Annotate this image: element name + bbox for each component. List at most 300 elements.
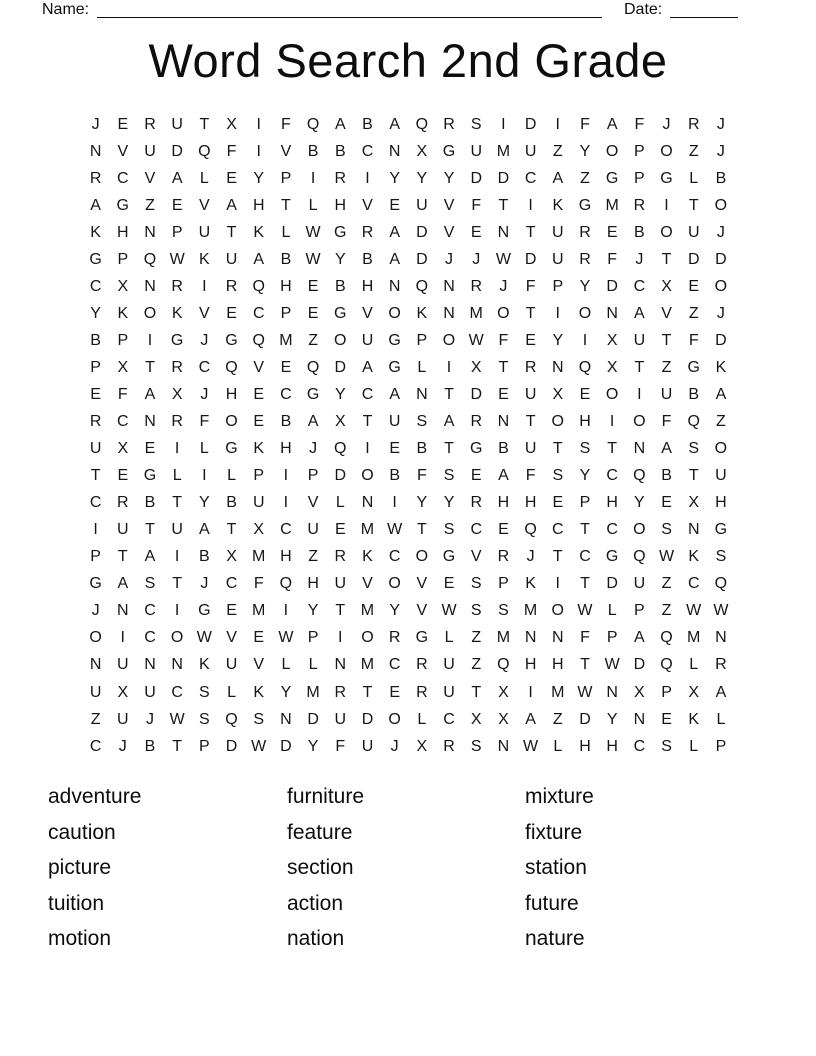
grid-cell: O bbox=[551, 602, 564, 620]
grid-cell: N bbox=[171, 656, 183, 674]
grid-cell: U bbox=[117, 656, 129, 674]
grid-cell: O bbox=[633, 413, 646, 431]
grid-cell: P bbox=[552, 277, 564, 295]
grid-cell: Q bbox=[524, 521, 537, 539]
grid-cell: E bbox=[661, 494, 672, 512]
grid-cell: Y bbox=[416, 169, 428, 187]
grid-cell: J bbox=[118, 737, 127, 755]
grid-cell: N bbox=[280, 710, 292, 728]
grid-cell: K bbox=[688, 548, 700, 566]
grid-cell: U bbox=[334, 575, 347, 593]
grid-cell: X bbox=[226, 548, 237, 566]
grid-cell: A bbox=[144, 548, 156, 566]
grid-cell: Z bbox=[308, 331, 318, 349]
grid-cell: F bbox=[416, 467, 427, 485]
grid-cell: S bbox=[416, 413, 428, 431]
grid-cell: T bbox=[661, 250, 672, 268]
word-column-3 bbox=[525, 779, 594, 957]
grid-cell: N bbox=[633, 710, 646, 728]
grid-cell: J bbox=[716, 223, 725, 241]
grid-cell: S bbox=[470, 575, 482, 593]
grid-cell: C bbox=[388, 548, 401, 566]
grid-cell: T bbox=[226, 521, 237, 539]
grid-cell: Y bbox=[389, 169, 400, 187]
grid-cell: I bbox=[446, 358, 452, 376]
grid-cell: Z bbox=[716, 413, 726, 431]
grid-cell: N bbox=[144, 277, 156, 295]
grid-cell: R bbox=[443, 115, 455, 133]
grid-cell: I bbox=[582, 331, 588, 349]
word-item: furniture bbox=[287, 785, 365, 808]
grid-cell: G bbox=[687, 358, 700, 376]
grid-cell: J bbox=[499, 277, 508, 295]
grid-cell: X bbox=[226, 115, 237, 133]
grid-cell: Q bbox=[306, 115, 320, 133]
grid-cell: F bbox=[634, 115, 645, 133]
grid-cell: K bbox=[688, 710, 700, 728]
grid-cell: I bbox=[202, 277, 207, 295]
grid-cell: A bbox=[389, 385, 400, 403]
grid-cell: B bbox=[362, 115, 373, 133]
grid-cell: L bbox=[689, 169, 699, 187]
grid-cell: F bbox=[525, 277, 536, 295]
grid-cell: A bbox=[144, 385, 156, 403]
grid-cell: B bbox=[90, 331, 101, 349]
grid-cell: K bbox=[117, 304, 129, 322]
grid-cell: B bbox=[634, 223, 645, 241]
grid-cell: P bbox=[117, 331, 129, 349]
grid-cell: X bbox=[171, 385, 183, 403]
grid-cell: E bbox=[171, 196, 183, 214]
grid-cell: Y bbox=[579, 277, 591, 295]
grid-cell: N bbox=[633, 440, 646, 458]
word-item: nature bbox=[525, 927, 585, 951]
grid-cell: Q bbox=[143, 250, 157, 268]
grid-cell: X bbox=[117, 358, 129, 376]
grid-cell: W bbox=[686, 602, 702, 620]
grid-cell: S bbox=[688, 440, 700, 458]
grid-cell: U bbox=[117, 521, 129, 539]
grid-cell: W bbox=[251, 737, 267, 755]
grid-cell: Q bbox=[633, 548, 646, 566]
grid-cell: V bbox=[416, 602, 428, 620]
grid-cell: G bbox=[469, 440, 483, 458]
grid-cell: E bbox=[389, 196, 400, 214]
grid-cell: N bbox=[524, 629, 537, 647]
grid-cell: E bbox=[498, 385, 509, 403]
grid-cell: O bbox=[605, 142, 619, 160]
grid-cell: C bbox=[552, 521, 564, 539]
grid-cell: U bbox=[687, 223, 700, 241]
grid-cell: T bbox=[117, 548, 128, 566]
grid-cell: C bbox=[225, 575, 238, 593]
grid-cell: Q bbox=[660, 629, 673, 647]
grid-cell: N bbox=[144, 656, 156, 674]
word-item: feature bbox=[287, 820, 353, 844]
grid-cell: L bbox=[607, 602, 617, 620]
grid-cell: F bbox=[117, 385, 128, 403]
grid-cell: G bbox=[198, 602, 211, 620]
word-item: future bbox=[525, 891, 579, 915]
grid-cell: Y bbox=[443, 494, 455, 512]
grid-cell: T bbox=[471, 683, 482, 701]
grid-cell: Q bbox=[279, 575, 293, 593]
grid-cell: O bbox=[714, 277, 728, 295]
grid-cell: C bbox=[470, 521, 482, 539]
grid-cell: T bbox=[444, 385, 454, 403]
grid-cell: N bbox=[606, 683, 618, 701]
grid-cell: Z bbox=[688, 304, 699, 322]
grid-cell: A bbox=[634, 629, 645, 647]
grid-cell: W bbox=[604, 656, 620, 674]
grid-cell: T bbox=[498, 196, 509, 214]
grid-cell: V bbox=[280, 142, 292, 160]
grid-cell: Y bbox=[334, 385, 346, 403]
grid-cell: I bbox=[202, 467, 207, 485]
grid-cell: U bbox=[633, 575, 646, 593]
grid-cell: B bbox=[334, 277, 346, 295]
grid-cell: H bbox=[579, 737, 591, 755]
grid-cell: Y bbox=[253, 169, 265, 187]
grid-cell: G bbox=[605, 548, 619, 566]
grid-cell: O bbox=[388, 575, 401, 593]
grid-cell: E bbox=[117, 115, 129, 133]
grid-cell: L bbox=[227, 467, 236, 485]
grid-cell: U bbox=[89, 440, 102, 458]
grid-cell: A bbox=[253, 250, 265, 268]
grid-cell: A bbox=[552, 169, 564, 187]
grid-cell: C bbox=[388, 656, 401, 674]
grid-cell: Q bbox=[660, 656, 673, 674]
grid-cell: P bbox=[307, 629, 319, 647]
grid-cell: C bbox=[89, 494, 102, 512]
grid-cell: R bbox=[89, 413, 102, 431]
grid-cell: O bbox=[578, 304, 592, 322]
grid-cell: J bbox=[309, 440, 318, 458]
grid-cell: G bbox=[143, 467, 157, 485]
grid-cell: U bbox=[144, 142, 156, 160]
grid-cell: D bbox=[606, 575, 618, 593]
grid-cell: O bbox=[497, 304, 510, 322]
grid-cell: B bbox=[334, 142, 346, 160]
grid-cell: D bbox=[361, 710, 374, 728]
grid-cell: C bbox=[144, 629, 156, 647]
grid-cell: N bbox=[443, 304, 455, 322]
grid-cell: A bbox=[443, 413, 455, 431]
grid-cell: U bbox=[660, 385, 673, 403]
grid-cell: J bbox=[145, 710, 154, 728]
grid-cell: X bbox=[470, 358, 482, 376]
grid-cell: Q bbox=[252, 331, 265, 349]
grid-cell: S bbox=[144, 575, 156, 593]
grid-cell: N bbox=[89, 656, 102, 674]
grid-cell: L bbox=[689, 656, 699, 674]
grid-cell: X bbox=[470, 710, 482, 728]
grid-cell: S bbox=[715, 548, 727, 566]
grid-cell: I bbox=[637, 385, 642, 403]
grid-cell: J bbox=[662, 115, 671, 133]
grid-cell: Q bbox=[225, 710, 238, 728]
grid-cell: B bbox=[307, 142, 319, 160]
grid-cell: Q bbox=[714, 575, 728, 593]
grid-cell: S bbox=[443, 467, 455, 485]
grid-cell: B bbox=[688, 385, 700, 403]
name-label: Name: bbox=[42, 1, 90, 18]
grid-cell: D bbox=[280, 737, 292, 755]
grid-cell: B bbox=[389, 467, 400, 485]
word-item: fixture bbox=[525, 820, 583, 844]
grid-cell: I bbox=[174, 440, 180, 458]
grid-cell: D bbox=[225, 737, 238, 755]
grid-cell: H bbox=[280, 548, 292, 566]
grid-cell: E bbox=[443, 575, 455, 593]
grid-cell: U bbox=[443, 683, 455, 701]
grid-cell: T bbox=[172, 737, 183, 755]
grid-cell: R bbox=[416, 683, 428, 701]
grid-cell: U bbox=[416, 196, 428, 214]
grid-cell: G bbox=[334, 304, 347, 322]
grid-cell: T bbox=[498, 358, 509, 376]
grid-cell: I bbox=[283, 467, 289, 485]
grid-cell: Z bbox=[145, 196, 155, 214]
grid-cell: R bbox=[687, 115, 700, 133]
grid-cell: F bbox=[226, 142, 237, 160]
grid-cell: E bbox=[498, 521, 509, 539]
grid-cell: M bbox=[605, 196, 619, 214]
grid-cell: E bbox=[470, 223, 482, 241]
grid-cell: I bbox=[664, 196, 669, 214]
grid-cell: S bbox=[470, 602, 482, 620]
grid-cell: G bbox=[714, 521, 728, 539]
grid-cell: R bbox=[334, 169, 347, 187]
grid-cell: P bbox=[171, 223, 183, 241]
grid-cell: R bbox=[633, 196, 646, 214]
grid-cell: R bbox=[470, 413, 482, 431]
grid-cell: R bbox=[171, 413, 183, 431]
date-label: Date: bbox=[624, 1, 663, 18]
grid-cell: H bbox=[715, 494, 727, 512]
grid-cell: L bbox=[199, 169, 209, 187]
grid-cell: D bbox=[524, 250, 537, 268]
grid-cell: U bbox=[361, 331, 374, 349]
grid-cell: T bbox=[580, 575, 590, 593]
word-item: caution bbox=[48, 820, 116, 844]
grid-cell: C bbox=[280, 521, 292, 539]
grid-cell: L bbox=[444, 629, 454, 647]
grid-cell: W bbox=[305, 250, 321, 268]
grid-cell: W bbox=[169, 250, 185, 268]
grid-cell: Z bbox=[580, 169, 590, 187]
grid-cell: T bbox=[362, 413, 373, 431]
word-grid bbox=[82, 111, 735, 760]
grid-cell: D bbox=[171, 142, 183, 160]
grid-cell: V bbox=[226, 629, 237, 647]
grid-cell: A bbox=[117, 575, 129, 593]
grid-cell: F bbox=[253, 575, 264, 593]
grid-cell: L bbox=[689, 737, 699, 755]
grid-cell: E bbox=[307, 277, 319, 295]
grid-cell: E bbox=[280, 358, 292, 376]
grid-cell: U bbox=[225, 656, 238, 674]
grid-cell: A bbox=[606, 115, 618, 133]
grid-cell: M bbox=[252, 548, 266, 566]
word-item: picture bbox=[48, 856, 112, 880]
grid-cell: N bbox=[497, 737, 510, 755]
grid-cell: S bbox=[199, 683, 210, 701]
word-item: section bbox=[287, 856, 354, 880]
name-blank-line bbox=[97, 0, 602, 18]
grid-cell: C bbox=[198, 358, 211, 376]
grid-cell: K bbox=[90, 223, 101, 241]
grid-cell: J bbox=[91, 115, 100, 133]
grid-cell: Q bbox=[198, 142, 211, 160]
grid-cell: C bbox=[524, 169, 537, 187]
grid-cell: R bbox=[89, 169, 102, 187]
grid-cell: C bbox=[89, 737, 102, 755]
grid-cell: S bbox=[498, 602, 509, 620]
grid-cell: Z bbox=[688, 142, 699, 160]
grid-cell: Y bbox=[280, 683, 292, 701]
grid-cell: G bbox=[225, 331, 238, 349]
grid-cell: V bbox=[253, 656, 265, 674]
grid-cell: X bbox=[334, 413, 346, 431]
grid-cell: U bbox=[171, 115, 183, 133]
grid-cell: N bbox=[606, 304, 618, 322]
grid-cell: U bbox=[198, 223, 211, 241]
grid-cell: X bbox=[117, 440, 129, 458]
grid-cell: O bbox=[89, 629, 102, 647]
grid-cell: K bbox=[525, 575, 536, 593]
grid-cell: F bbox=[688, 331, 699, 349]
grid-cell: W bbox=[577, 602, 593, 620]
grid-cell: L bbox=[417, 710, 427, 728]
grid-cell: M bbox=[252, 602, 266, 620]
grid-cell: U bbox=[443, 656, 455, 674]
grid-cell: B bbox=[144, 494, 156, 512]
grid-cell: G bbox=[116, 196, 129, 214]
grid-cell: T bbox=[145, 358, 155, 376]
grid-cell: Q bbox=[633, 467, 646, 485]
grid-cell: K bbox=[362, 548, 373, 566]
grid-cell: P bbox=[634, 142, 645, 160]
grid-cell: I bbox=[310, 169, 316, 187]
grid-cell: W bbox=[441, 602, 457, 620]
grid-cell: N bbox=[388, 277, 401, 295]
grid-cell: Q bbox=[578, 358, 592, 376]
grid-cell: Q bbox=[306, 358, 320, 376]
grid-cell: P bbox=[416, 331, 428, 349]
grid-cell: V bbox=[362, 575, 373, 593]
grid-cell: E bbox=[688, 277, 700, 295]
grid-cell: A bbox=[171, 169, 183, 187]
grid-cell: A bbox=[661, 440, 672, 458]
grid-cell: U bbox=[552, 223, 564, 241]
grid-cell: G bbox=[660, 169, 673, 187]
grid-cell: U bbox=[171, 521, 183, 539]
grid-cell: M bbox=[496, 142, 511, 160]
grid-cell: J bbox=[526, 548, 535, 566]
grid-cell: V bbox=[362, 304, 373, 322]
grid-cell: T bbox=[281, 196, 291, 214]
grid-cell: E bbox=[606, 223, 618, 241]
grid-cell: V bbox=[117, 142, 129, 160]
grid-cell: P bbox=[579, 494, 591, 512]
grid-cell: X bbox=[606, 358, 618, 376]
grid-cell: F bbox=[580, 629, 590, 647]
grid-cell: N bbox=[552, 358, 564, 376]
grid-cell: F bbox=[281, 115, 291, 133]
grid-cell: U bbox=[144, 683, 156, 701]
grid-cell: L bbox=[227, 683, 236, 701]
grid-cell: O bbox=[388, 710, 401, 728]
grid-cell: O bbox=[660, 223, 673, 241]
grid-cell: M bbox=[496, 629, 511, 647]
grid-cell: K bbox=[253, 440, 265, 458]
grid-cell: C bbox=[89, 277, 102, 295]
grid-cell: D bbox=[334, 467, 347, 485]
grid-cell: A bbox=[226, 196, 237, 214]
grid-cell: H bbox=[307, 575, 319, 593]
grid-cell: P bbox=[199, 737, 210, 755]
grid-cell: R bbox=[334, 548, 347, 566]
grid-cell: B bbox=[416, 440, 428, 458]
grid-cell: T bbox=[199, 115, 210, 133]
grid-cell: I bbox=[555, 304, 560, 322]
grid-cell: C bbox=[361, 385, 374, 403]
grid-cell: N bbox=[388, 142, 401, 160]
grid-cell: T bbox=[580, 521, 590, 539]
grid-cell: Z bbox=[471, 656, 482, 674]
grid-cell: T bbox=[90, 467, 101, 485]
grid-cell: X bbox=[498, 683, 509, 701]
grid-cell: C bbox=[144, 602, 156, 620]
grid-cell: E bbox=[579, 385, 591, 403]
grid-cell: G bbox=[225, 440, 238, 458]
grid-cell: J bbox=[200, 331, 209, 349]
grid-cell: F bbox=[335, 737, 346, 755]
grid-cell: Q bbox=[252, 277, 265, 295]
grid-cell: P bbox=[280, 169, 292, 187]
grid-cell: O bbox=[633, 521, 646, 539]
grid-cell: C bbox=[579, 548, 591, 566]
grid-cell: H bbox=[280, 277, 292, 295]
grid-cell: Z bbox=[552, 710, 563, 728]
grid-cell: V bbox=[661, 304, 672, 322]
grid-cell: P bbox=[307, 467, 319, 485]
grid-cell: D bbox=[416, 223, 428, 241]
grid-cell: P bbox=[606, 629, 618, 647]
grid-cell: E bbox=[90, 385, 101, 403]
grid-cell: T bbox=[335, 602, 346, 620]
grid-cell: N bbox=[687, 521, 700, 539]
grid-cell: H bbox=[524, 656, 537, 674]
grid-cell: Y bbox=[90, 304, 101, 322]
grid-cell: W bbox=[196, 629, 212, 647]
grid-cell: E bbox=[253, 413, 265, 431]
grid-cell: Q bbox=[497, 656, 510, 674]
grid-cell: X bbox=[416, 142, 428, 160]
grid-cell: V bbox=[362, 196, 373, 214]
grid-cell: L bbox=[199, 440, 209, 458]
grid-cell: D bbox=[334, 358, 347, 376]
grid-cell: R bbox=[144, 115, 156, 133]
grid-cell: W bbox=[468, 331, 484, 349]
grid-cell: D bbox=[307, 710, 319, 728]
grid-cell: I bbox=[283, 494, 289, 512]
grid-cell: T bbox=[172, 575, 183, 593]
grid-cell: J bbox=[472, 250, 481, 268]
grid-cell: R bbox=[497, 548, 510, 566]
